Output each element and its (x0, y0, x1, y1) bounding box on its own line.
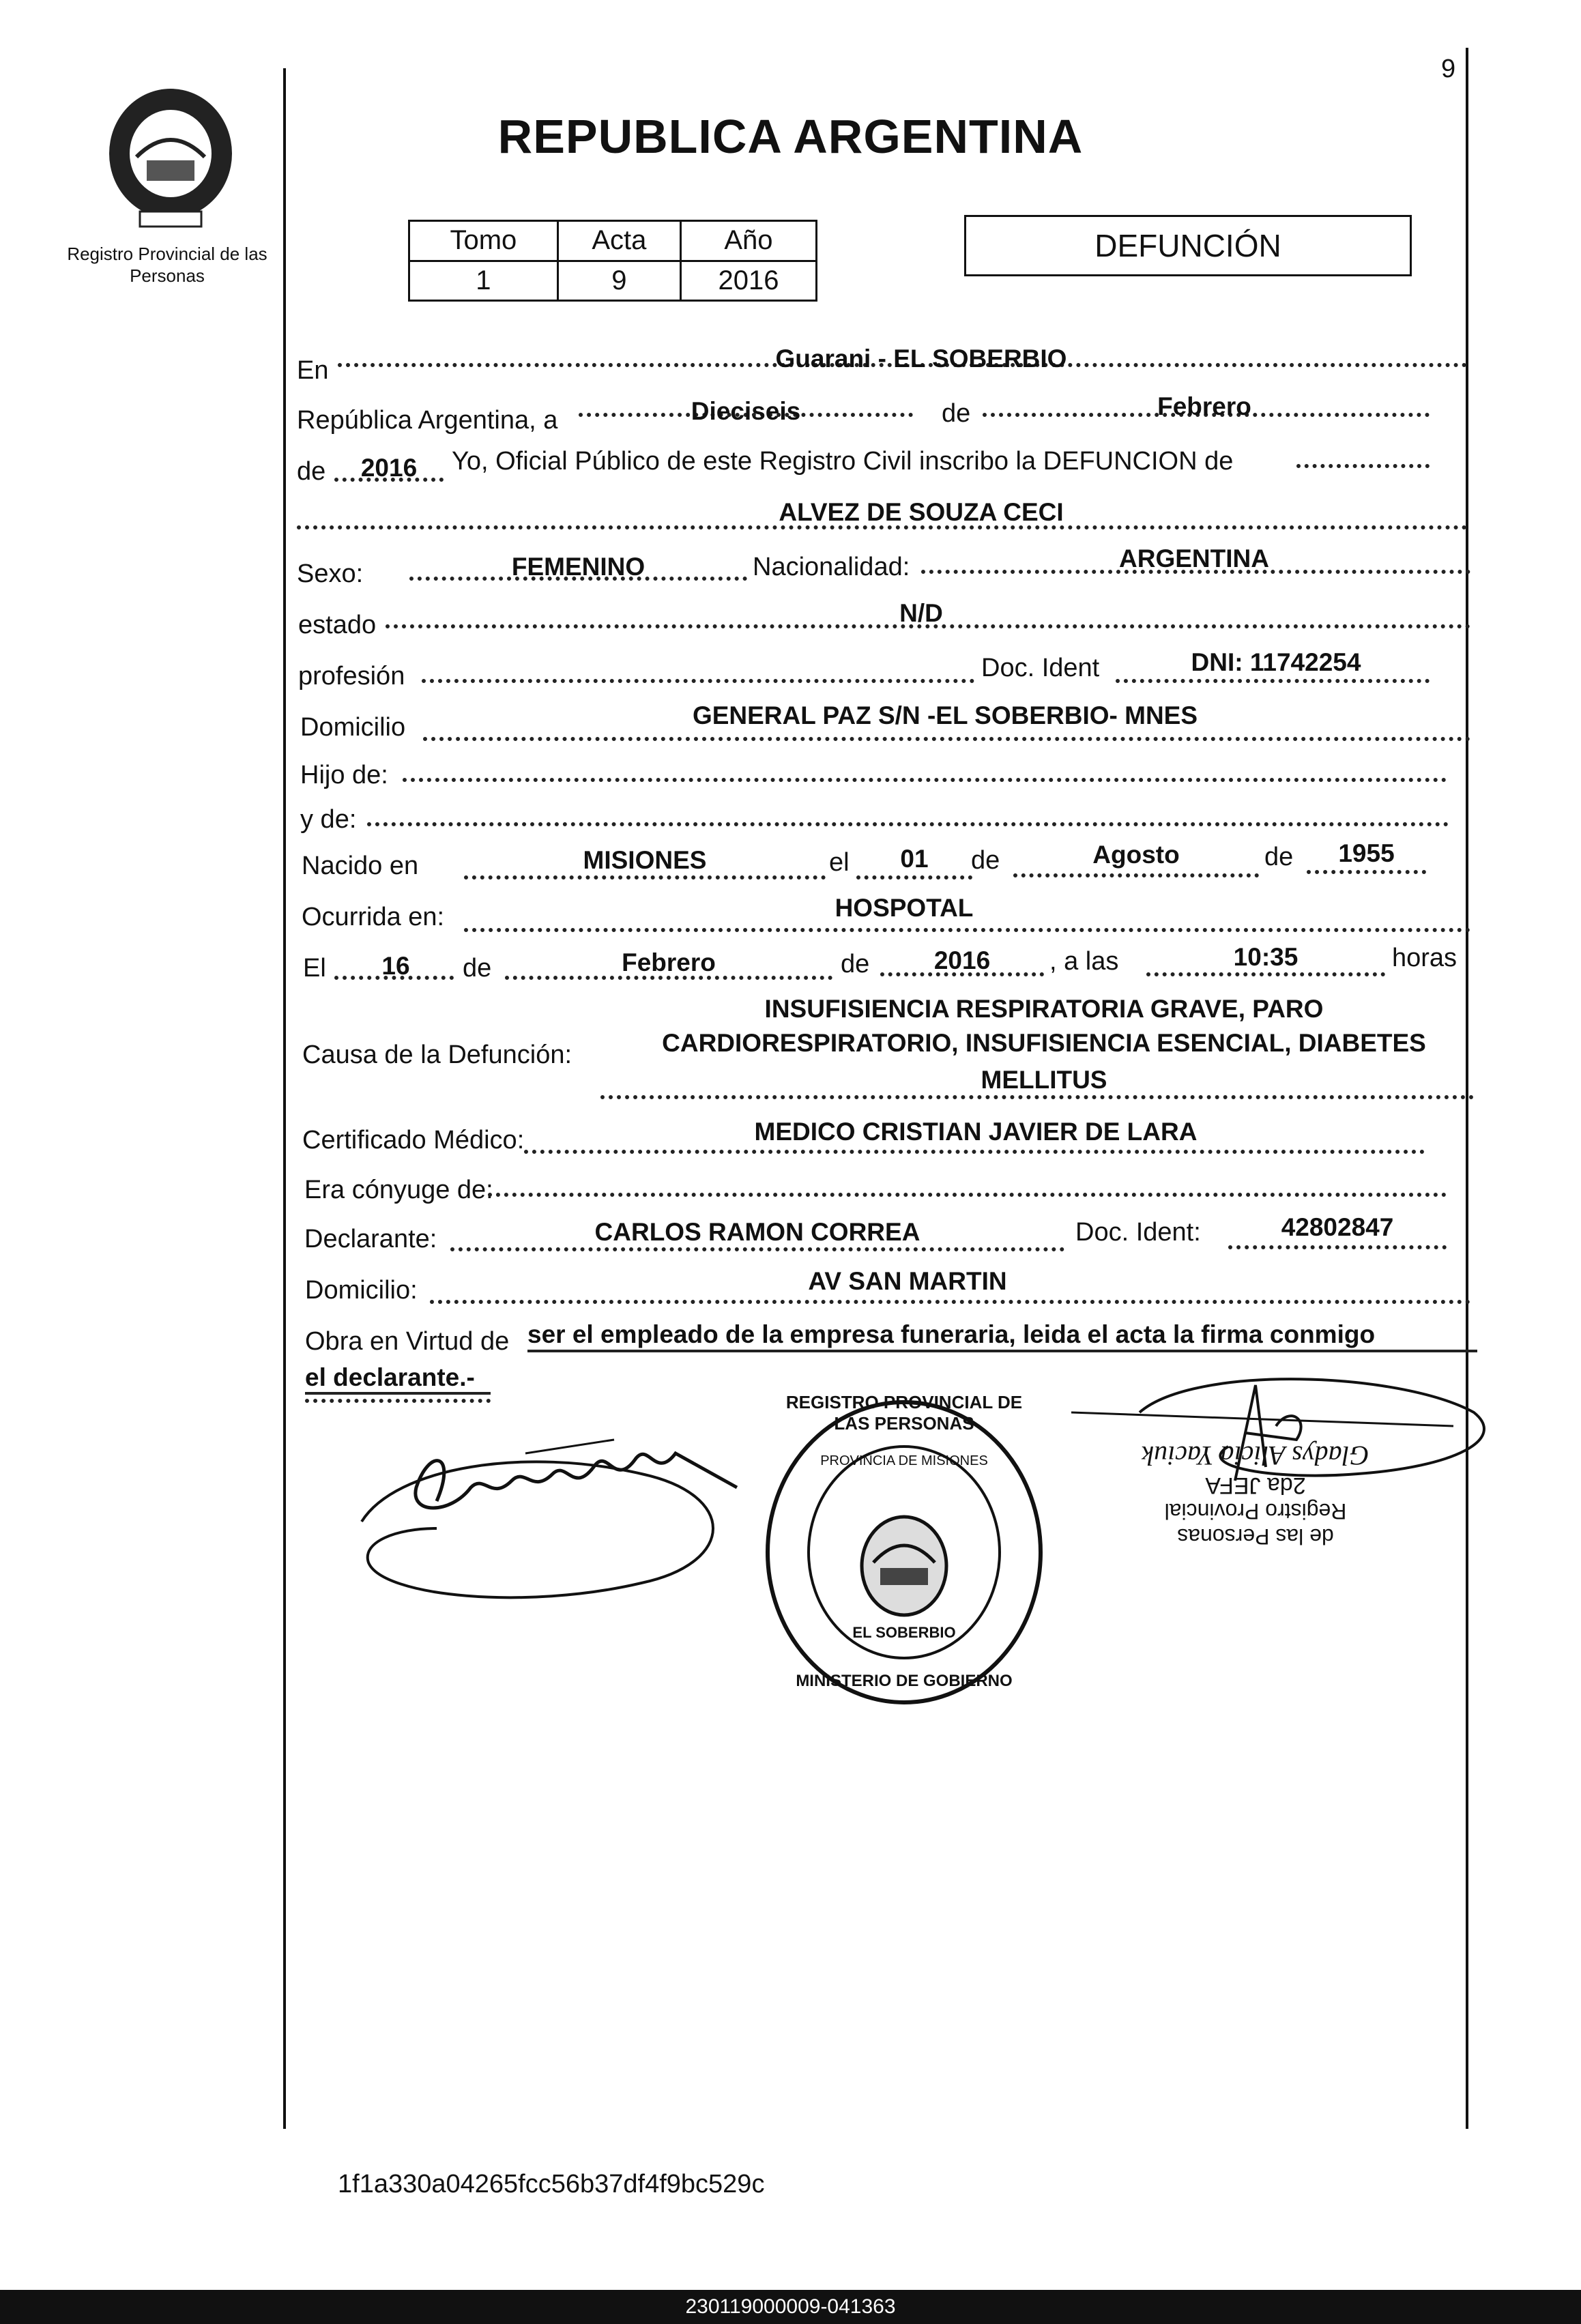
label-estado: estado (298, 611, 377, 639)
field-domicilio: GENERAL PAZ S/N -EL SOBERBIO- MNES (692, 701, 1198, 729)
field-nac-anio: 1955 (1338, 839, 1395, 867)
dotted-line (1146, 972, 1385, 976)
label-horas: horas (1392, 944, 1457, 972)
field-nac-dia: 01 (900, 845, 929, 873)
page-number: 9 (1441, 55, 1456, 83)
label-obra: Obra en Virtud de (305, 1327, 510, 1356)
official-stamp (1085, 1440, 1426, 1549)
label-nacionalidad: Nacionalidad: (753, 553, 910, 581)
dotted-line (403, 778, 1447, 782)
field-anio: 2016 (360, 454, 418, 482)
label-y-de: y de: (300, 805, 357, 834)
dotted-line (600, 1095, 1474, 1099)
label-nacido-en: Nacido en (302, 852, 419, 880)
stamp-inner-text: PROVINCIA DE MISIONES (820, 1453, 988, 1468)
label-causa: Causa de la Defunción: (302, 1041, 572, 1069)
label-sexo: Sexo: (297, 560, 364, 588)
stamp-city-text: EL SOBERBIO (852, 1624, 956, 1641)
label-de: de (1264, 843, 1294, 871)
field-declarante-doc: 42802847 (1281, 1213, 1394, 1241)
field-nacionalidad: ARGENTINA (1119, 544, 1269, 572)
label-de: de (942, 399, 971, 428)
field-ocurrida-en: HOSPOTAL (835, 894, 974, 922)
dotted-line (1307, 870, 1426, 874)
dotted-line (450, 1247, 1064, 1251)
dotted-line (1296, 464, 1430, 468)
dotted-line (464, 928, 1470, 932)
field-certificado: MEDICO CRISTIAN JAVIER DE LARA (754, 1118, 1198, 1146)
registry-stamp (757, 1392, 1051, 1713)
field-nacido-en: MISIONES (583, 846, 707, 874)
official-stamp-office-line2: de las Personas (1177, 1524, 1334, 1549)
field-hora: 10:35 (1233, 943, 1299, 971)
stamp-outer-text: REGISTRO PROVINCIAL DE LAS PERSONAS (785, 1392, 1023, 1434)
label-domicilio: Domicilio (300, 713, 406, 742)
label-yo-oficial: Yo, Oficial Público de este Registro Civil inscribo la DEFUNCION de (452, 447, 1234, 476)
label-el: el (829, 848, 850, 877)
field-dia: Dieciseis (691, 397, 801, 425)
label-profesion: profesión (298, 662, 405, 691)
value-tomo: 1 (409, 261, 558, 301)
field-declarante: CARLOS RAMON CORREA (594, 1218, 920, 1246)
value-acta: 9 (557, 261, 680, 301)
dotted-line (367, 822, 1449, 826)
label-de: de (463, 954, 492, 983)
registry-label: Registro Provincial de las Personas (67, 244, 267, 286)
field-declarante-domicilio: AV SAN MARTIN (808, 1267, 1007, 1295)
field-estado: N/D (899, 599, 943, 627)
header-tomo: Tomo (409, 221, 558, 261)
label-el-upper: El (303, 954, 326, 983)
declarant-signature (355, 1426, 778, 1617)
label-a-las: , a las (1049, 947, 1119, 976)
record-type-box: DEFUNCIÓN (964, 215, 1412, 276)
label-conyuge: Era cónyuge de: (304, 1176, 493, 1204)
label-doc-ident: Doc. Ident (981, 654, 1100, 682)
underline (527, 1350, 1477, 1352)
field-obra-line1: ser el empleado de la empresa funeraria, leida el acta la firma conmigo (527, 1320, 1376, 1348)
stamp-bottom-text: MINISTERIO DE GOBIERNO (796, 1672, 1013, 1690)
dotted-line (488, 1193, 1447, 1197)
label-hijo-de: Hijo de: (300, 761, 388, 789)
page-title: REPUBLICA ARGENTINA (497, 110, 1084, 163)
dotted-line (423, 737, 1470, 741)
label-doc-ident-declarante: Doc. Ident: (1075, 1218, 1201, 1247)
dotted-line (1116, 679, 1430, 683)
field-causa-line3: MELLITUS (981, 1066, 1107, 1094)
label-de: de (297, 457, 326, 486)
field-mes: Febrero (1157, 392, 1251, 420)
label-ocurrida-en: Ocurrida en: (302, 903, 445, 931)
value-anio: 2016 (680, 261, 816, 301)
field-def-anio: 2016 (933, 946, 991, 974)
dotted-line (856, 875, 972, 880)
field-lugar: Guarani - EL SOBERBIO (775, 345, 1067, 373)
dotted-line (305, 1399, 491, 1403)
field-doc-ident: DNI: 11742254 (1191, 648, 1361, 676)
dotted-line (464, 875, 826, 880)
field-causa-line1: INSUFISIENCIA RESPIRATORIA GRAVE, PARO (764, 995, 1324, 1023)
field-sexo: FEMENINO (511, 553, 646, 581)
label-republica: República Argentina, a (297, 406, 558, 435)
record-table (408, 220, 817, 302)
label-declarante: Declarante: (304, 1225, 437, 1253)
dotted-line (524, 1150, 1425, 1154)
field-def-dia: 16 (381, 952, 410, 980)
label-domicilio-declarante: Domicilio: (305, 1276, 418, 1305)
document-hash: 1f1a330a04265fcc56b37df4f9bc529c (338, 2170, 765, 2198)
field-obra-line2: el declarante.- (305, 1363, 475, 1391)
label-de: de (971, 846, 1000, 875)
dotted-line (1228, 1245, 1447, 1249)
dotted-line (422, 679, 974, 683)
field-nombre: ALVEZ DE SOUZA CECI (779, 498, 1064, 526)
label-en: En (297, 356, 329, 385)
official-stamp-role: 2da JEFA (1205, 1472, 1306, 1498)
dotted-line (1013, 873, 1259, 877)
dotted-line (430, 1300, 1470, 1304)
label-de: de (841, 950, 870, 978)
field-def-mes: Febrero (622, 948, 716, 976)
left-margin-line (283, 68, 286, 2129)
header-anio: Año (680, 221, 816, 261)
underline (305, 1392, 491, 1395)
official-stamp-office-line1: Registro Provincial (1164, 1499, 1347, 1524)
label-certificado: Certificado Médico: (302, 1126, 525, 1154)
official-stamp-name: Gladys Alicia Yaciuk (1142, 1440, 1369, 1471)
field-causa-line2: CARDIORESPIRATORIO, INSUFISIENCIA ESENCIAL, DIABETES (662, 1029, 1426, 1057)
footer-code: 230119000009-041363 (0, 2290, 1581, 2324)
header-acta: Acta (557, 221, 680, 261)
field-nac-mes: Agosto (1092, 841, 1180, 869)
